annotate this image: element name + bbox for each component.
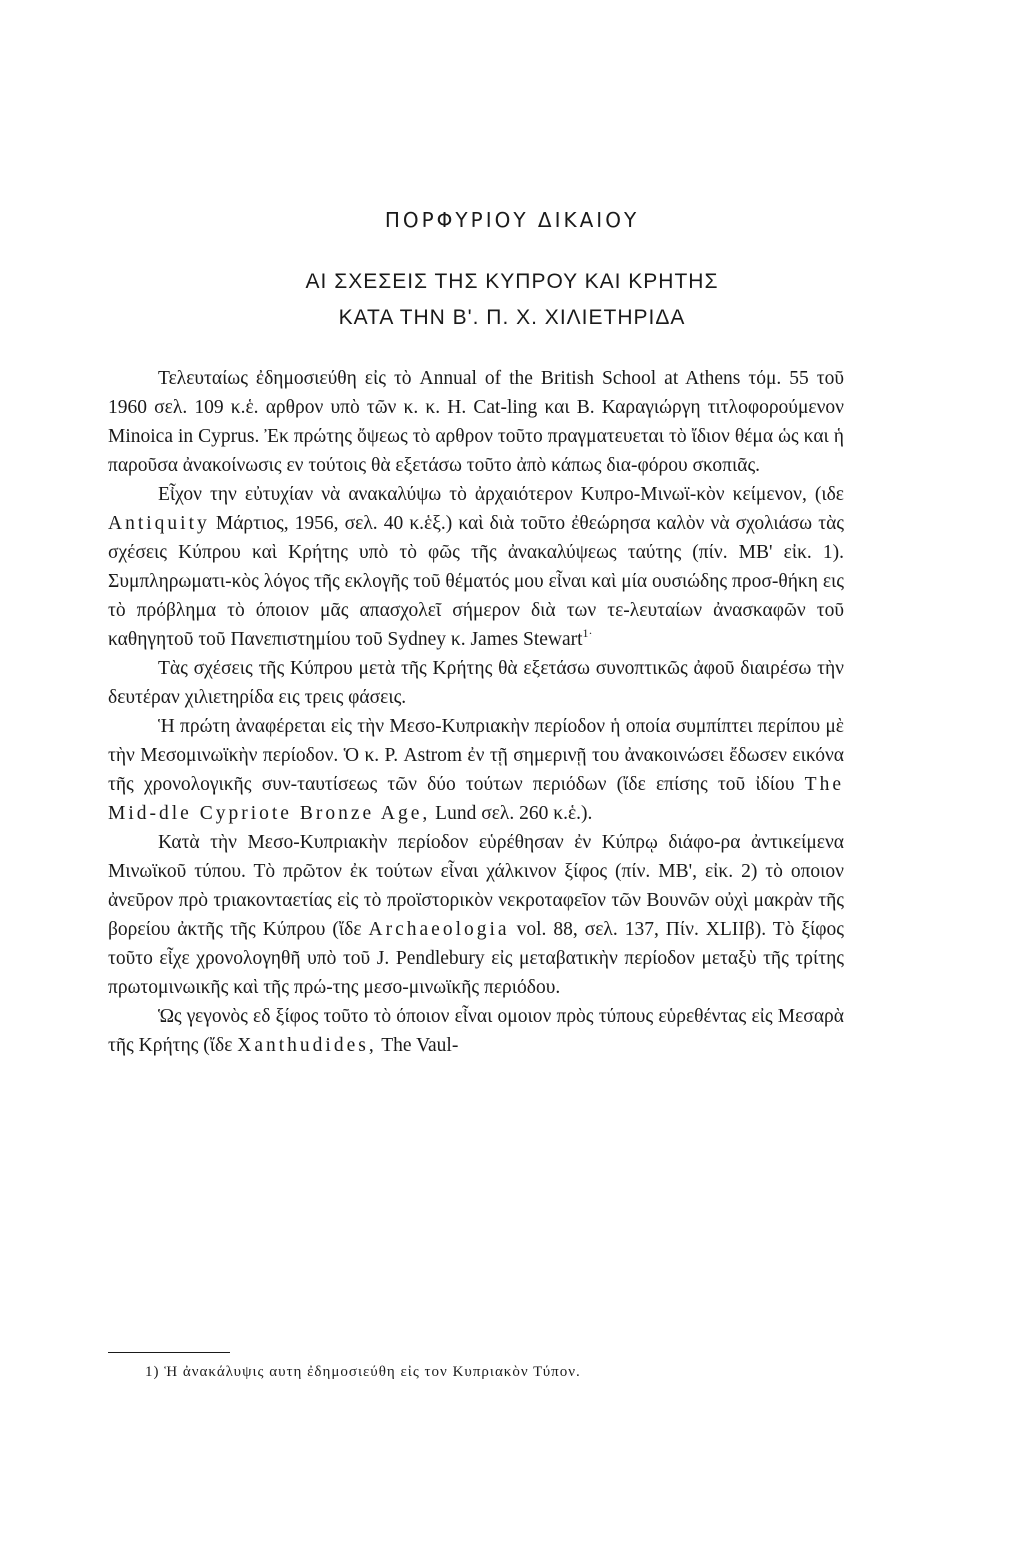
journal-name-archaeologia: Archaeologia — [368, 919, 510, 940]
footnote-text: Ἡ ἀνακάλυψις αυτη ἐδημοσιεύθη εἰς τον Κυπριακὸν Τύπον. — [159, 1364, 581, 1380]
journal-name-antiquity: Antiquity — [108, 513, 210, 534]
title-line-2: ΚΑΤΑ ΤΗΝ Β'. Π. Χ. ΧΙΛΙΕΤΗΡΙΔΑ — [338, 306, 686, 329]
footnote — [145, 1364, 845, 1381]
title-line-1: ΑΙ ΣΧΕΣΕΙΣ ΤΗΣ ΚΥΠΡΟΥ ΚΑΙ ΚΡΗΤΗΣ — [305, 270, 719, 293]
paragraph-5-part-b: vol. 88, σελ. 137, Πίν. XLIIβ). Τὸ ξίφος τοῦτο εἶχε χρονολογηθῆ υπὸ τοῦ J. Pendlebury εἰς μεταβατικὴν περίοδον μεταξὺ τῆς τρίτης πρωτομινωικῆς καὶ τῆς πρώ-της μεσο-μινωϊκῆς περιόδου. — [108, 919, 845, 998]
footnote-reference: 1· — [582, 626, 593, 640]
book-title: The Mid-dle Cypriote Bronze Age, — [108, 774, 844, 824]
author-xanthudides: Xanthudides, — [237, 1035, 377, 1056]
paragraph-2 — [108, 480, 844, 654]
paragraph-6-part-a: Ὡς γεγονὸς εδ ξίφος τοῦτο τὸ όποιον εἶναι ομοιον πρὸς τύπους εὑρεθέντας εἰς Μεσαρὰ τῆς Κρήτης (ἴδε — [108, 1006, 844, 1056]
article-title — [0, 264, 1024, 336]
paragraph-4-part-a: Ἡ πρώτη ἀναφέρεται εἰς τὴν Μεσο-Κυπριακὴν περίοδον ἡ οποία συμπίπτει περίπου μὲ τὴν Μεσομινωϊκὴν περίοδον. Ὁ κ. Ρ. Astrom ἐν τῇ σημερινῇ του ἀνακοινώσει ἔδωσεν εικόνα τῆς χρονολογικῆς συν-ταυτίσεως τῶν δύο τούτων περιόδων (ἴδε επίσης τοῦ ἰδίου — [108, 716, 844, 795]
author-name: ΠΟΡΦΥΡΙΟΥ ΔΙΚΑΙΟΥ — [384, 208, 640, 232]
paragraph-2-part-a: Εἶχον την εὐτυχίαν νὰ ανακαλύψω τὸ ἀρχαιότερον Κυπρο-Μινωϊ-κὸν κείμενον, (ιδε — [158, 484, 844, 505]
paragraph-6-part-b: The Vaul- — [381, 1035, 459, 1056]
footnote-mark: 1) — [145, 1364, 160, 1380]
paragraph-5-part-a: Κατὰ τὴν Μεσο-Κυπριακὴν περίοδον εὑρέθησαν ἐν Κύπρῳ διάφο-ρα ἀντικείμενα Μινωϊκοῦ τύπου. Τὸ πρῶτον ἐκ τούτων εἶναι χάλκινον ξίφος (πίν. ΜΒ', εἰκ. 2) τὸ οποιον ἀνεῦρον πρὸ τριακονταετίας εἰς τὸ προϊστορικὸν νεκροταφεῖον τῶν Βουνῶν οὐχὶ μακρὰν τῆς βορείου ἀκτῆς τῆς Κύπρου (ἴδε — [108, 832, 844, 940]
paragraph-2-part-b: Μάρτιος, 1956, σελ. 40 κ.ἑξ.) καὶ διὰ τοῦτο ἐθεώρησα καλὸν νὰ σχολιάσω τὰς σχέσεις Κύπρου καὶ Κρήτης υπὸ τὸ φῶς τῆς ἀνακαλύψεως ταύτης (πίν. ΜΒ' εἰκ. 1). Συμπληρωματι-κὸς λόγος τῆς εκλογῆς τοῦ θέματός μου εἶναι καὶ μία ουσιώδης προσ-θήκη εις τὸ πρόβλημα τὸ όποιον μᾶς απασχολεῖ σήμερον διὰ των τε-λευταίων ἀνασκαφῶν τοῦ καθηγητοῦ τοῦ Πανεπιστημίου τοῦ Sydney κ. James Stewart — [108, 513, 845, 650]
paragraph-5 — [108, 828, 844, 1002]
paragraph-3: Τὰς σχέσεις τῆς Κύπρου μετὰ τῆς Κρήτης θὰ εξετάσω συνοπτικῶς ἀφοῦ διαιρέσω τὴν δευτέραν χιλιετηρίδα εις τρεις φάσεις. — [108, 658, 844, 708]
paragraph-4 — [108, 712, 844, 828]
paragraph-4-part-b: Lund σελ. 260 κ.ἑ.). — [435, 803, 593, 824]
footnote-rule — [108, 1352, 230, 1353]
paragraph-6 — [108, 1002, 844, 1060]
paragraph-1: Τελευταίως ἐδημοσιεύθη εἰς τὸ Annual of the British School at Athens τόμ. 55 τοῦ 1960 σελ. 109 κ.ἑ. αρθρον υπὸ τῶν κ. κ. Η. Cat-ling και Β. Καραγιώργη τιτλοφορούμενον Minoica in Cyprus. Ἐκ πρώτης ὄψεως τὸ αρθρον τοῦτο πραγματευεται τὸ ἴδιον θέμα ὡς και ἡ παροῦσα ἀνακοίνωσις εν τούτοις θὰ εξετάσω τοῦτο ἀπὸ κάπως δια-φόρου σκοπιᾶς. — [108, 368, 844, 476]
article-body — [108, 364, 844, 1060]
